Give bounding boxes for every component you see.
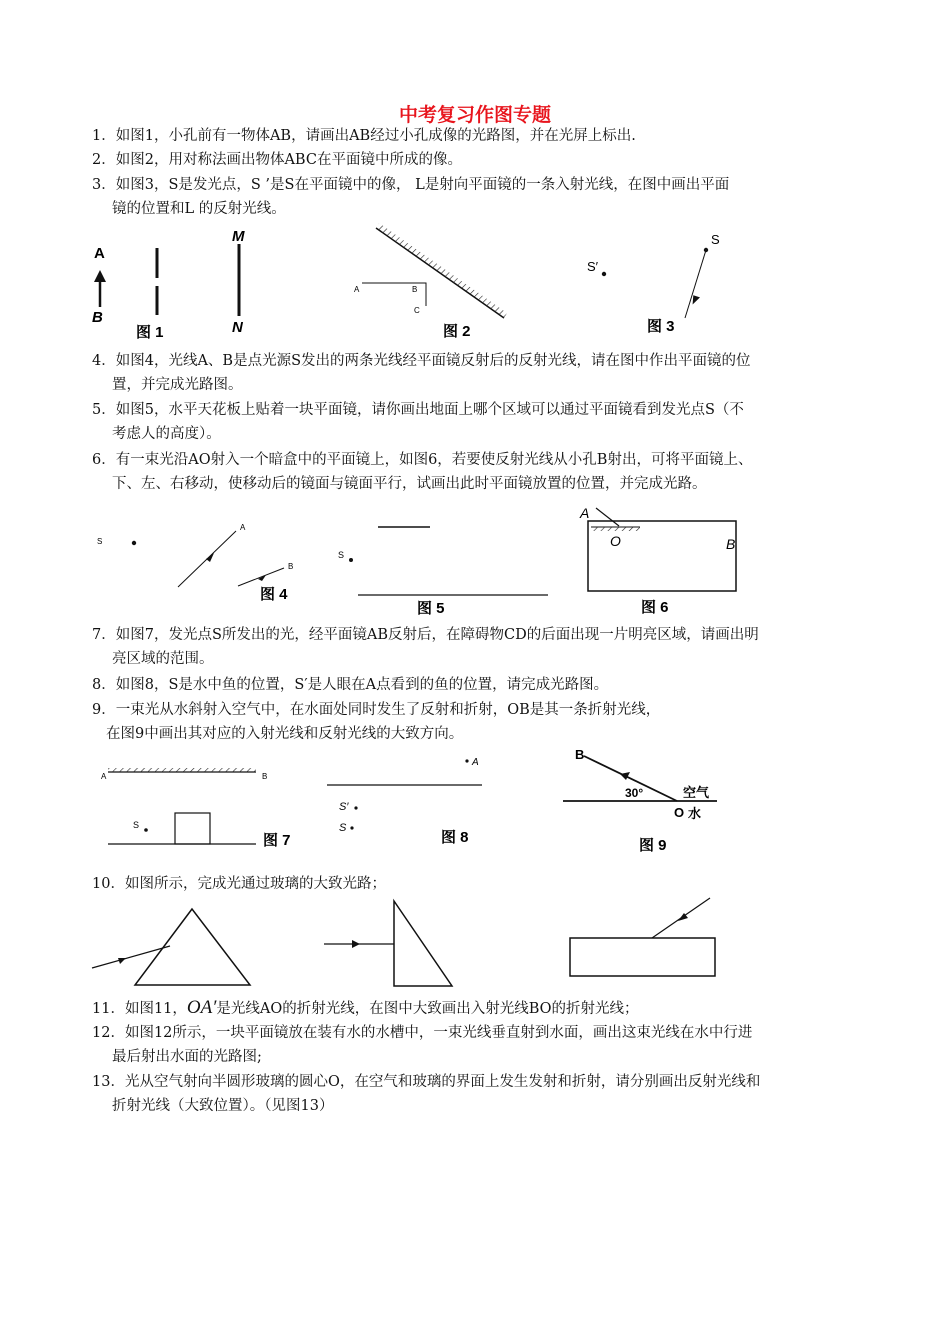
fig1-label-b: B <box>92 309 103 326</box>
fig7-label-a: A <box>101 772 107 781</box>
fig6-mirror-hatch <box>591 527 640 531</box>
fig9-label-o: O <box>674 805 685 820</box>
question-2: 2．如图2，用对称法画出物体ABC在平面镜中所成的像。 <box>92 152 462 168</box>
fig9-label-b: B <box>575 747 585 762</box>
fig9-angle-label: 30° <box>625 786 644 800</box>
fig1-caption: 图 1 <box>136 324 164 341</box>
fig6-label-o: O <box>610 533 621 549</box>
glass-triangle-ray <box>92 946 170 968</box>
glass-triangle-ray-arrow <box>118 958 126 964</box>
fig1-label-a: A <box>94 245 105 262</box>
fig7-source-point <box>144 828 148 832</box>
fig2-label-b: B <box>412 285 418 294</box>
question-1: 1．如图1，小孔前有一物体AB，请画出AB经过小孔成像的光路图，并在光屏上标出. <box>92 128 636 144</box>
fig8-fish-point <box>350 826 353 829</box>
figure-3 <box>587 232 720 335</box>
glass-right-ray-arrow <box>352 940 360 948</box>
figure-2 <box>354 223 507 340</box>
fig3-label-s: S <box>711 232 720 247</box>
fig8-label-s-prime: S′ <box>339 801 349 813</box>
figure-8 <box>327 757 482 846</box>
fig7-obstacle <box>175 813 210 844</box>
question-13: 13．光从空气射向半圆形玻璃的圆心O，在空气和玻璃的界面上发生发射和折射，请分别画出反射光线和 折射光线（大致位置）。（见图13） <box>92 1074 761 1114</box>
fig4-caption: 图 4 <box>260 586 288 603</box>
fig6-label-a: A <box>580 505 590 521</box>
fig2-caption: 图 2 <box>443 323 471 340</box>
figure-6 <box>579 505 736 616</box>
question-10: 10．如图所示，完成光通过玻璃的大致光路； <box>92 876 386 892</box>
fig7-label-s: S <box>133 820 140 830</box>
fig3-incident-ray <box>685 250 706 318</box>
page-title: 中考复习作图专题 <box>398 104 551 126</box>
fig7-mirror-hatch <box>108 768 256 772</box>
fig2-label-a: A <box>354 285 360 294</box>
fig2-label-c: C <box>414 306 420 315</box>
question-11: 11．如图11，OA′是光线AO的折射光线，在图中大致画出入射光线BO的折射光线； <box>92 997 639 1018</box>
question-3: 3．如图3，S是发光点，S ’是S在平面镜中的像， L是射向平面镜的一条入射光线，在图中画出平面 镜的位置和L 的反射光线。 <box>92 177 730 217</box>
fig9-label-water: 水 <box>688 806 702 821</box>
fig4-label-b: B <box>288 562 294 571</box>
question-9: 9．一束光从水斜射入空气中，在水面处同时发生了反射和折射，OB是其一条折射光线， 在图9中画出其对应的入射光线和反射光线的大致方向。 <box>92 702 661 742</box>
fig4-source-point <box>132 541 136 545</box>
figure-7 <box>101 768 291 849</box>
fig1-arrow-head <box>94 270 106 282</box>
figure-5 <box>338 527 548 617</box>
fig4-label-s: S <box>97 537 103 546</box>
fig6-caption: 图 6 <box>641 599 669 616</box>
fig6-box <box>588 521 736 591</box>
question-5: 5．如图5，水平天花板上贴着一块平面镜，请你画出地面上哪个区域可以通过平面镜看到发光点S（不 考虑人的高度）。 <box>92 402 744 442</box>
fig1-label-n: N <box>232 319 243 336</box>
question-8: 8．如图8，S是水中鱼的位置，S′是人眼在A点看到的鱼的位置，请完成光路图。 <box>92 677 609 693</box>
question-6: 6．有一束光沿AO射入一个暗盒中的平面镜上，如图6，若要使反射光线从小孔B射出，可将平面镜上、 下、左、右移动，使移动后的镜面与镜面平行，试画出此时平面镜放置的位置，并完成光路。 <box>92 452 753 492</box>
figure-4 <box>97 523 293 603</box>
fig8-label-s: S <box>339 822 347 834</box>
glass-slab-block <box>570 938 715 976</box>
figure-9 <box>563 747 717 854</box>
fig9-caption: 图 9 <box>639 837 667 854</box>
fig7-label-b: B <box>262 772 268 781</box>
fig4-label-a: A <box>240 523 246 532</box>
fig8-caption: 图 8 <box>441 829 469 846</box>
fig6-label-b: B <box>726 536 736 552</box>
fig8-image-point <box>354 806 357 809</box>
fig8-label-a: A <box>472 757 479 768</box>
glass-right-prism <box>394 901 452 986</box>
fig3-image-point <box>602 272 606 276</box>
glass-triangle-prism <box>135 909 250 985</box>
fig3-caption: 图 3 <box>647 318 675 335</box>
fig5-label-s: S <box>338 550 345 560</box>
fig3-ray-arrow <box>691 295 700 306</box>
fig8-eye-point <box>465 759 468 762</box>
fig1-label-m: M <box>232 228 245 245</box>
fig5-caption: 图 5 <box>417 600 445 617</box>
question-4: 4．如图4，光线A、B是点光源S发出的两条光线经平面镜反射后的反射光线，请在图中作出平面镜的位 置，并完成光路图。 <box>92 353 751 393</box>
fig4-ray-b <box>238 568 284 586</box>
fig2-mirror-hatch <box>376 223 507 318</box>
fig7-caption: 图 7 <box>263 832 291 849</box>
question-7: 7．如图7，发光点S所发出的光，经平面镜AB反射后，在障碍物CD的后面出现一片明亮区域，请画出明 亮区域的范围。 <box>92 627 759 667</box>
question-12: 12．如图12所示，一块平面镜放在装有水的水槽中，一束光线垂直射到水面，画出这束光线在水中行进 最后射出水面的光路图; <box>92 1025 753 1065</box>
fig9-label-air: 空气 <box>683 785 710 800</box>
fig4-ray-a-arrow <box>206 553 214 562</box>
fig5-source-point <box>349 558 353 562</box>
glass-slab <box>570 898 715 976</box>
glass-triangle <box>92 909 250 985</box>
glass-right-triangle <box>324 901 452 986</box>
figure-1 <box>92 228 245 341</box>
fig6-incident-ray <box>596 508 619 526</box>
fig3-label-s-prime: S′ <box>587 259 599 274</box>
